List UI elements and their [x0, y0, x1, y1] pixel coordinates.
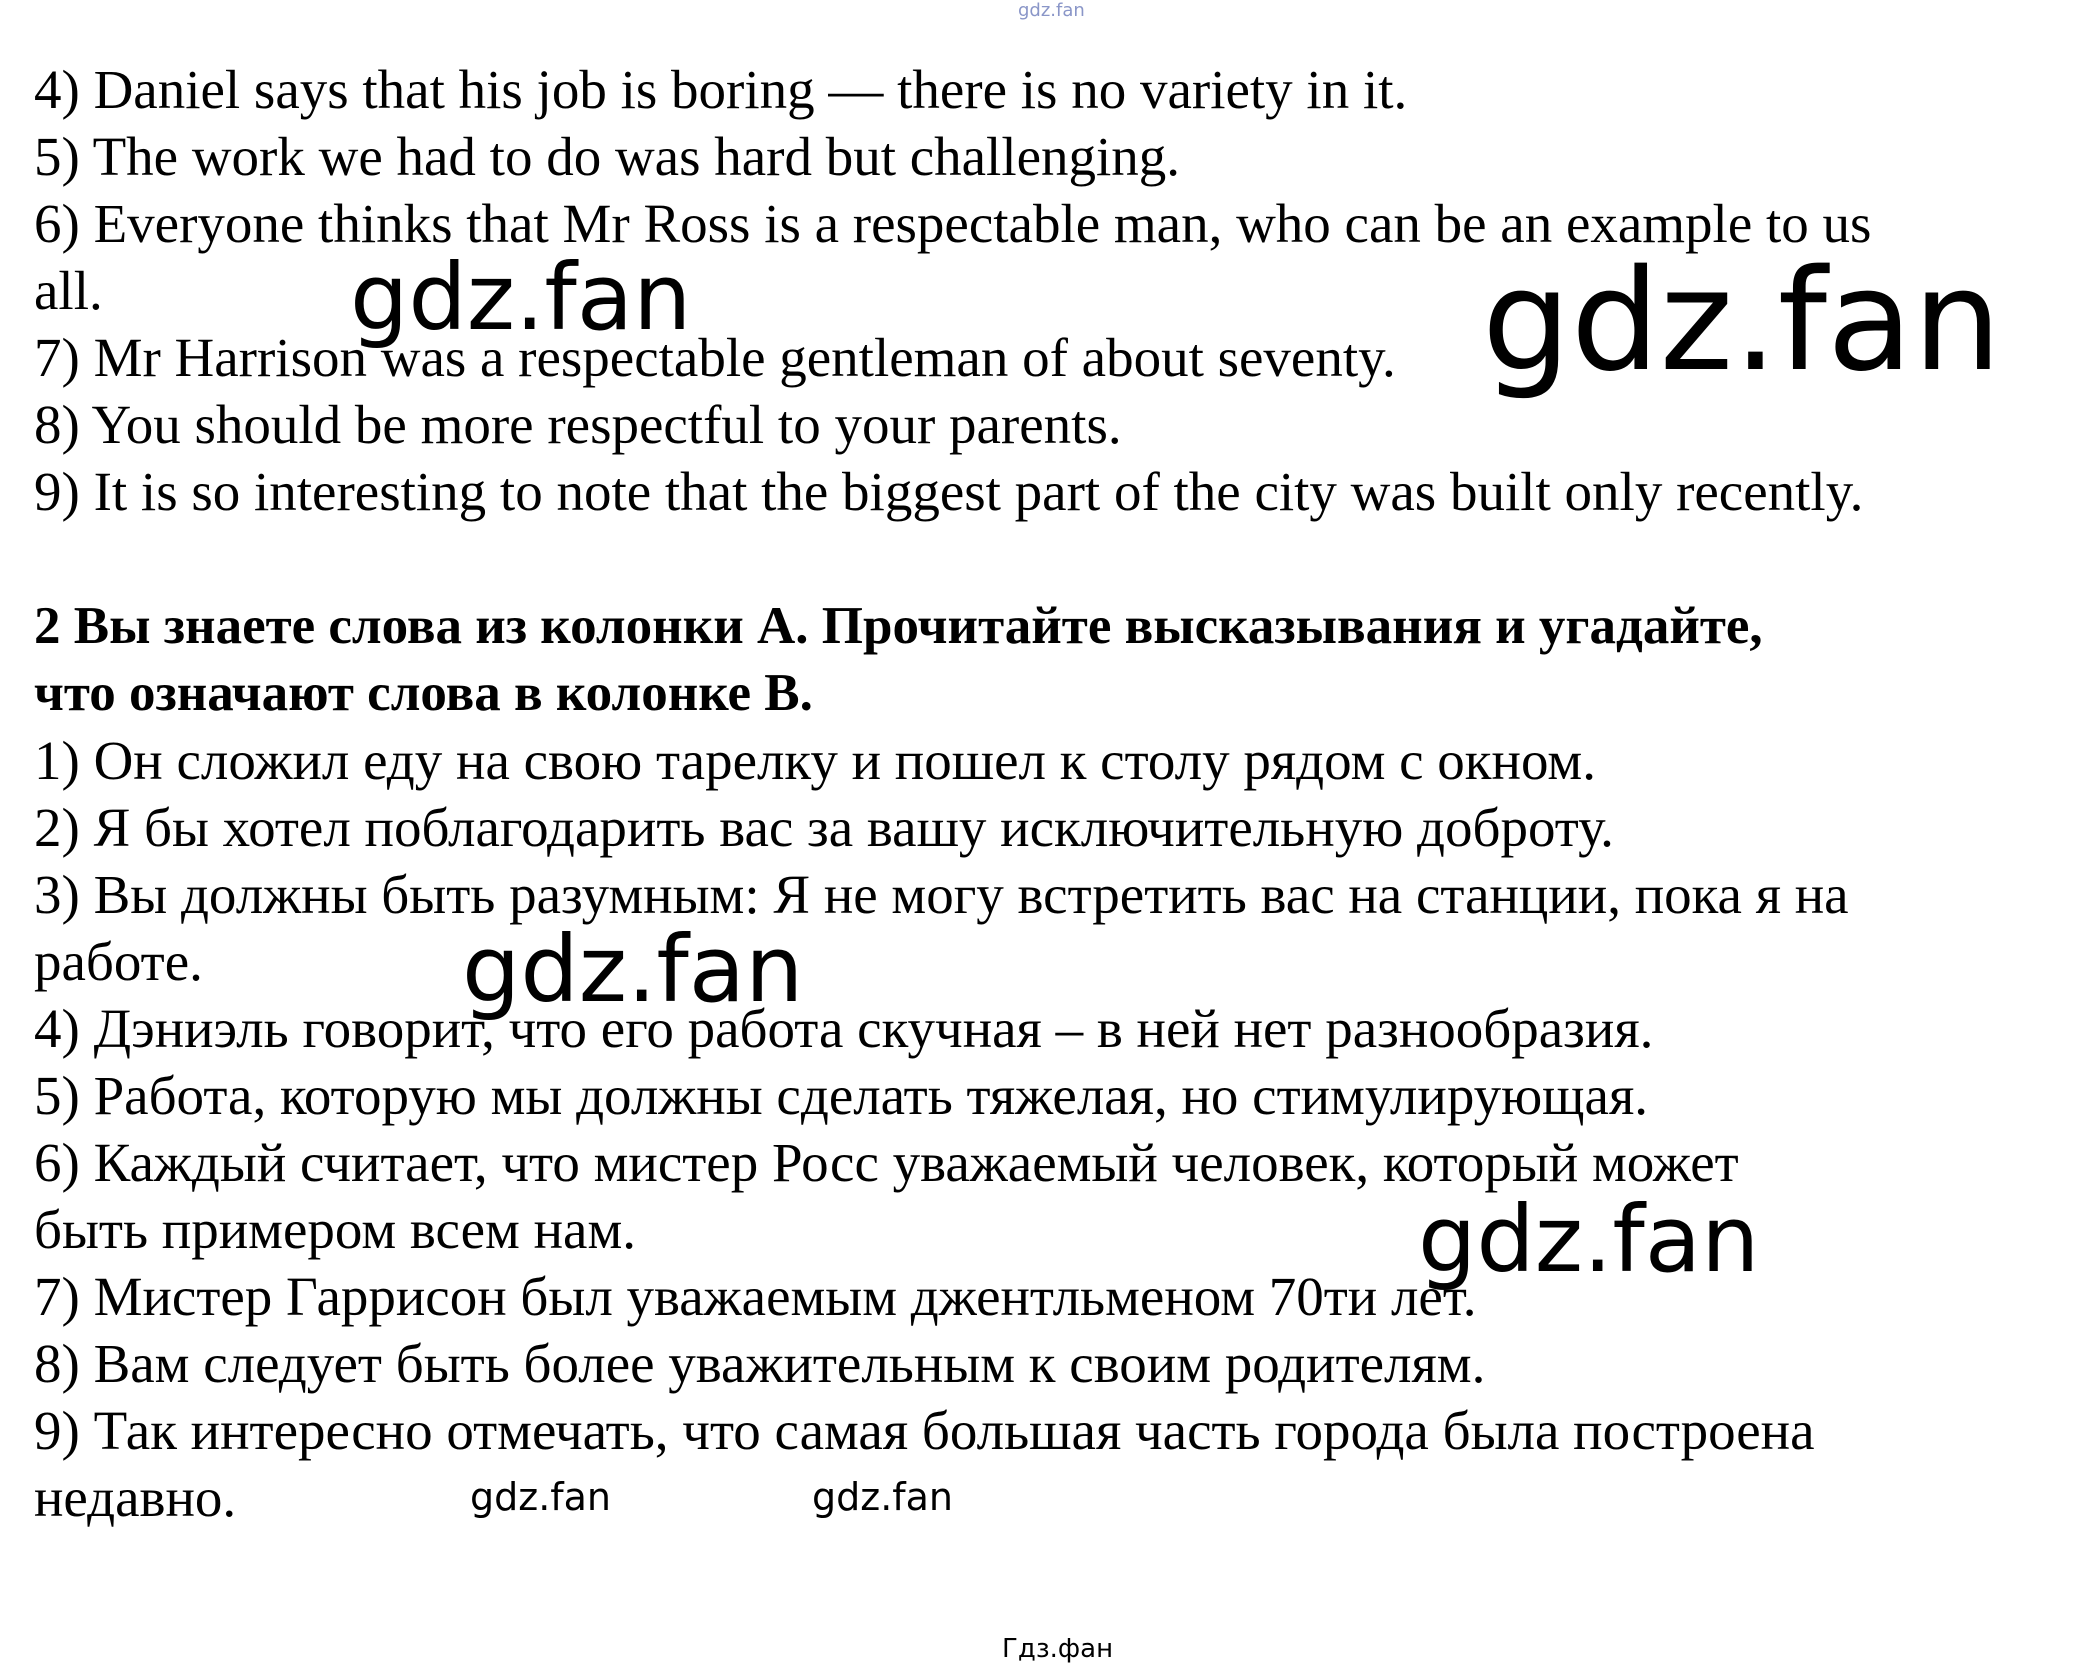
english-line-4: 4) Daniel says that his job is boring — there is no variety in it.: [34, 59, 1408, 120]
english-line-6-continued: all.: [34, 260, 103, 321]
footer-watermark: Гдз.фан: [1002, 1634, 1114, 1664]
english-line-8: 8) You should be more respectful to your parents.: [34, 394, 1122, 455]
russian-line-8: 8) Вам следует быть более уважительным к своим родителям.: [34, 1333, 1486, 1394]
russian-line-5: 5) Работа, которую мы должны сделать тяжелая, но стимулирующая.: [34, 1065, 1648, 1126]
english-line-7: 7) Mr Harrison was a respectable gentleman of about seventy.: [34, 327, 1396, 388]
russian-line-7: 7) Мистер Гаррисон был уважаемым джентльменом 70ти лет.: [34, 1266, 1477, 1327]
russian-line-1: 1) Он сложил еду на свою тарелку и пошел к столу рядом с окном.: [34, 730, 1596, 791]
task2-heading-line-2: что означают слова в колонке В.: [34, 664, 813, 722]
task2-heading-line-1: 2 Вы знаете слова из колонки А. Прочитайте высказывания и угадайте,: [34, 597, 1763, 655]
russian-line-6: 6) Каждый считает, что мистер Росс уважаемый человек, который может: [34, 1132, 1739, 1193]
russian-line-3-continued: работе.: [34, 931, 203, 992]
russian-line-4: 4) Дэниэль говорит, что его работа скучная – в ней нет разнообразия.: [34, 998, 1654, 1059]
watermark-top: gdz.fan: [1018, 0, 1085, 21]
russian-line-2: 2) Я бы хотел поблагодарить вас за вашу исключительную доброту.: [34, 797, 1614, 858]
russian-line-3: 3) Вы должны быть разумным: Я не могу встретить вас на станции, пока я на: [34, 864, 1849, 925]
watermark-large-3: gdz.fan: [462, 916, 804, 1023]
watermark-small-1: gdz.fan: [470, 1475, 612, 1519]
watermark-large-2: gdz.fan: [1482, 240, 2002, 403]
watermark-large-1: gdz.fan: [350, 244, 692, 351]
english-line-9: 9) It is so interesting to note that the biggest part of the city was built only recently.: [34, 461, 1864, 522]
english-line-5: 5) The work we had to do was hard but challenging.: [34, 126, 1181, 187]
english-line-6: 6) Everyone thinks that Mr Ross is a respectable man, who can be an example to us: [34, 193, 1872, 254]
watermark-large-4: gdz.fan: [1418, 1186, 1760, 1293]
russian-line-9-continued: недавно.: [34, 1467, 237, 1528]
watermark-small-2: gdz.fan: [812, 1475, 954, 1519]
russian-line-6-continued: быть примером всем нам.: [34, 1199, 636, 1260]
russian-line-9: 9) Так интересно отмечать, что самая большая часть города была построена: [34, 1400, 1815, 1461]
